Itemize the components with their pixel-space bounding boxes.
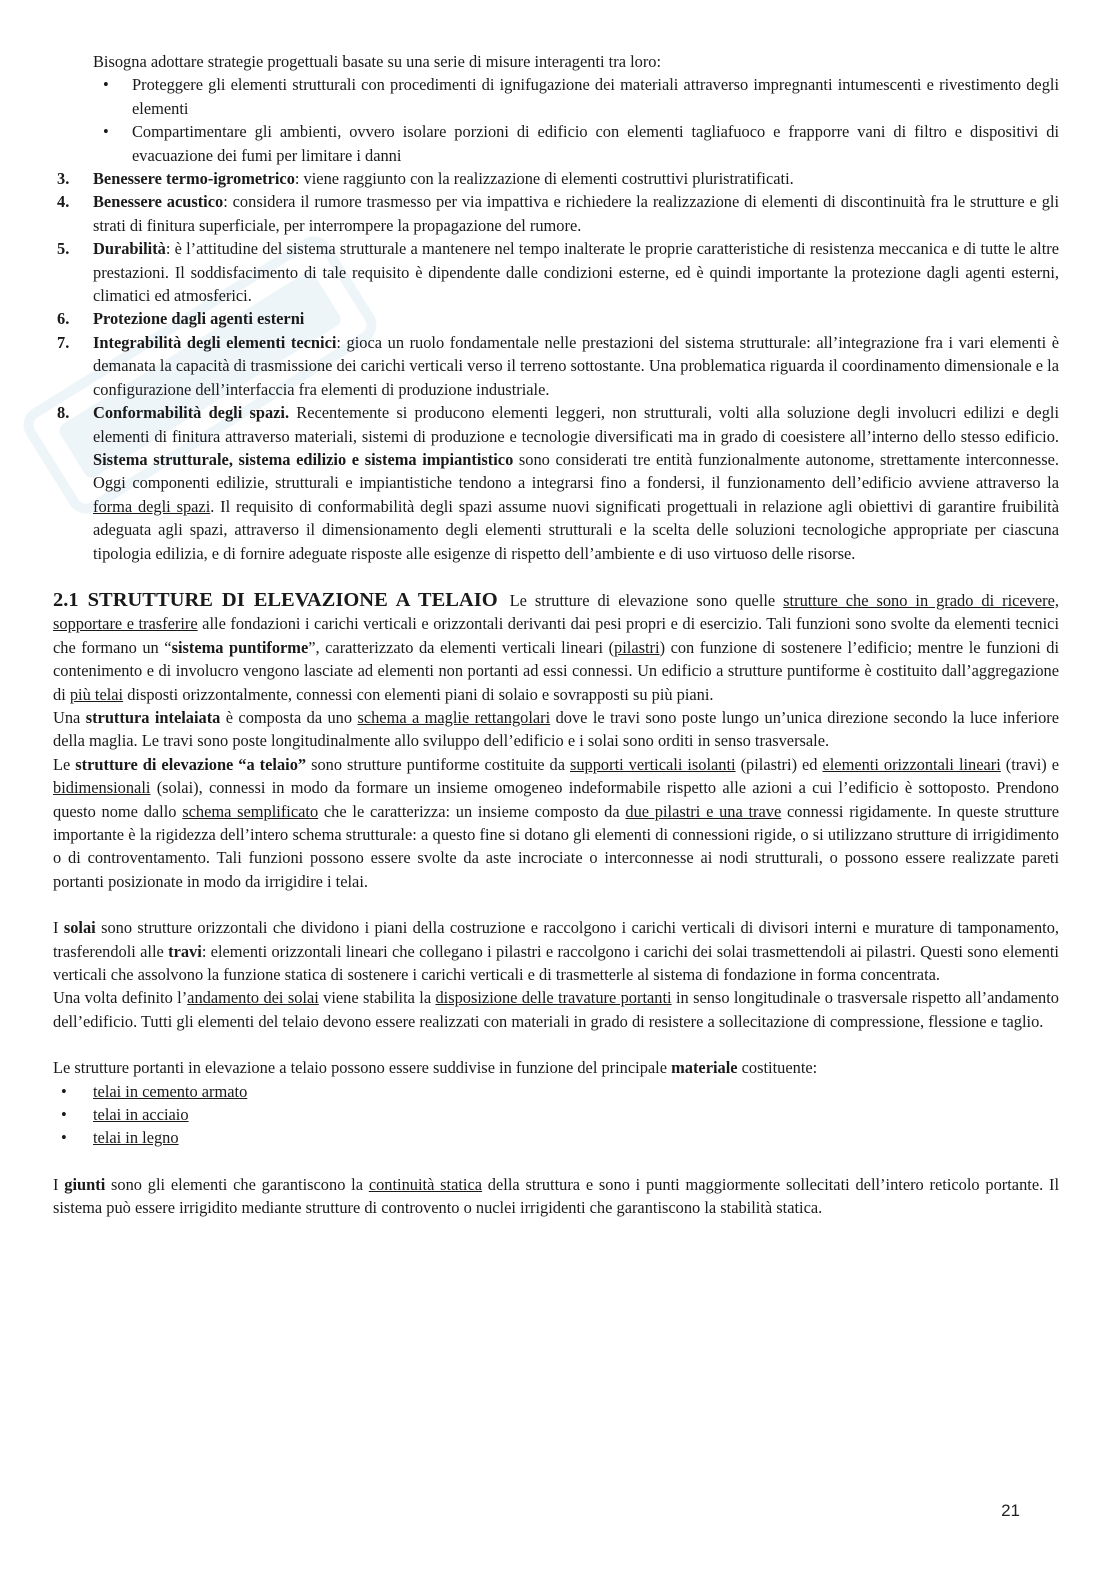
section-heading: 2.1 STRUTTURE DI ELEVAZIONE A TELAIO [53, 588, 498, 611]
list-item [53, 237, 1059, 307]
list-item: • Proteggere gli elementi strutturali con procedimenti di ignifugazione dei materiali attraverso impregnanti intumescenti e rivestimento degli elementi [53, 73, 1059, 120]
section-paragraph-1: 2.1 STRUTTURE DI ELEVAZIONE A TELAIO Le strutture di elevazione sono quelle strutture che sono in grado di ricevere, sopportare e trasferire alle fondazioni i carichi verticali e orizzontali derivanti dai pesi propri e di esercizio. Tali funzioni sono svolte da elementi tecnici che formano un “sistema puntiforme”, caratterizzato da elementi verticali lineari (pilastri) con funzione di sostenere l’edificio; mentre le funzioni di contenimento e di involucro vengono lasciate ad elementi non portanti ad essi connessi. Un edificio a strutture puntiforme è costituito dall’aggregazione di più telai disposti orizzontalmente, connessi con elementi piani di solaio e sovrapposti su più piani. [53, 588, 1059, 704]
list-item: • telai in legno [53, 1126, 1059, 1149]
item-text: : gioca un ruolo fondamentale nelle prestazioni del sistema strutturale: all’integrazione fra i vari elementi è demanata la capacità di trasmissione dei carichi verticali verso il terreno sottostante. Una problematica riguarda il coordinamento dimensionale e la configurazione dell’interfaccia fra elementi di produzione industriale. [93, 332, 1059, 399]
spacer [53, 1150, 1059, 1173]
intro-paragraph: Bisogna adottare strategie progettuali basate su una serie di misure interagenti tra loro: [93, 52, 662, 71]
item-term: Durabilità [93, 239, 166, 259]
item-term: Conformabilità degli spazi. [93, 403, 290, 423]
material-list [53, 1080, 1059, 1150]
list-item [53, 331, 1059, 401]
item-text: : è l’attitudine del sistema strutturale a mantenere nel tempo inalterate le proprie caratteristiche di resistenza meccanica e di tutte le altre prestazioni. Il soddisfacimento di tale requisito è dipendente dalle condizioni esterne, ed è quindi importante la protezione dagli agenti esterni, climatici ed atmosferici. [93, 239, 1059, 306]
list-item: • Compartimentare gli ambienti, ovvero isolare porzioni di edificio con elementi tagliafuoco e frapporre vani di filtro e dispositivi di evacuazione dei fumi per limitare i danni [53, 120, 1059, 167]
section-paragraph-3: Le strutture di elevazione “a telaio” sono strutture puntiforme costituite da supporti verticali isolanti (pilastri) ed elementi orizzontali lineari (travi) e bidimensionali (solai), connessi in modo da formare un insieme omogeneo indeformabile rispetto alle azioni a cui l’edificio è sottoposto. Prendono questo nome dallo schema semplificato che le caratterizza: un insieme composto da due pilastri e una trave connessi rigidamente. In queste strutture importante è la rigidezza dell’intero schema strutturale: a questo fine si dotano gli elementi di connessioni rigide, o si utilizzano strutture di irrigidimento o di controventamento. Tali funzioni possono essere svolte da aste incrociate o interconnesse ai nodi strutturali, o possono essere realizzate pareti portanti posizionate in modo da irrigidire i telai. [53, 754, 1059, 891]
item-number: 3. [57, 169, 70, 189]
item-number: 4. [57, 192, 70, 212]
list-item [53, 190, 1059, 237]
item-text: : considera il rumore trasmesso per via impattiva e richiedere la realizzazione di elementi di discontinuità fra le strutture e gli strati di finitura superficiale, per interrompere la propagazione del rumore. [93, 192, 1059, 235]
item-number: 5. [57, 239, 70, 259]
list-item [53, 167, 1059, 190]
section-paragraph-2: Una struttura intelaiata è composta da uno schema a maglie rettangolari dove le travi sono poste lungo un’unica direzione secondo la luce inferiore della maglia. Le travi sono poste longitudinalmente allo sviluppo dell’edificio e i solai sono orditi in senso trasversale. [53, 707, 1059, 751]
list-item: 8. Conformabilità degli spazi. Recentemente si producono elementi leggeri, non strutturali, volti alla soluzione degli involucri edilizi e degli elementi di finitura attraverso materiali, sistemi di produzione e tecnologie diversificati ma in grado di coesistere all’interno dello stesso edificio. Sistema strutturale, sistema edilizio e sistema impiantistico sono considerati tre entità funzionalmente autonome, strettamente interconnesse. Oggi componenti edilizie, strutturali e impiantistiche tendono a integrarsi fino a fondersi, il funzionamento dell’edificio avviene attraverso la forma degli spazi. Il requisito di conformabilità degli spazi assume nuovi significati progettuali in relazione agli obiettivi di garantire fruibilità adeguata agli spazi, attraverso il dimensionamento degli elementi strutturali e la scelta delle soluzioni tecnologiche appropriate per ciascuna tipologia edilizia, e di fornire adeguate risposte alle esigenze di rispetto dell’ambiente e di uso virtuoso delle risorse. [57, 403, 1059, 563]
section-paragraph-7: I giunti sono gli elementi che garantiscono la continuità statica della struttura e sono i punti maggiormente sollecitati dell’intero reticolo portante. Il sistema può essere irrigidito mediante strutture di controvento o nuclei irrigidenti che garantiscono la stabilità statica. [53, 1174, 1059, 1218]
requirements-list [53, 167, 1059, 565]
fire-strategy-list [53, 73, 1059, 167]
item-number: 7. [57, 332, 70, 352]
item-term: Integrabilità degli elementi tecnici [93, 332, 337, 352]
underlined-term: forma degli spazi [93, 496, 211, 516]
list-item [53, 307, 1059, 330]
item-number: 8. [57, 403, 70, 423]
spacer [53, 1033, 1059, 1056]
spacer [53, 893, 1059, 916]
list-item: • telai in cemento armato [53, 1080, 1059, 1103]
section-paragraph-4: I solai sono strutture orizzontali che dividono i piani della costruzione e raccolgono i carichi verticali di divisori interni e murature di tamponamento, trasferendoli alle travi: elementi orizzontali lineari che collegano i pilastri e raccolgono i carichi dei solai trasmettendoli ai pilastri. Questi sono elementi verticali che assolvono la funzione statica di sostenere i carichi verticali e di trasmetterle al sistema di fondazione in forma concentrata. [53, 918, 1059, 985]
page-number: 21 [1001, 1501, 1020, 1520]
section-paragraph-6: Le strutture portanti in elevazione a telaio possono essere suddivise in funzione del principale materiale costituente: [53, 1058, 818, 1078]
section-paragraph-5: Una volta definito l’andamento dei solai viene stabilita la disposizione delle travature portanti in senso longitudinale o trasversale rispetto all’andamento dell’edificio. Tutti gli elementi del telaio devono essere realizzati con materiali in grado di resistere a sollecitazione di compressione, flessione e taglio. [53, 988, 1060, 1031]
item-text: : viene raggiunto con la realizzazione di elementi costruttivi pluristratificati. [294, 169, 794, 189]
item-term: Benessere acustico [93, 192, 224, 212]
list-item: • telai in acciaio [53, 1103, 1059, 1126]
item-term: Protezione dagli agenti esterni [93, 309, 305, 329]
item-number: 6. [57, 309, 70, 329]
page-content [53, 50, 1059, 1220]
item-term: Benessere termo-igrometrico [93, 169, 295, 189]
